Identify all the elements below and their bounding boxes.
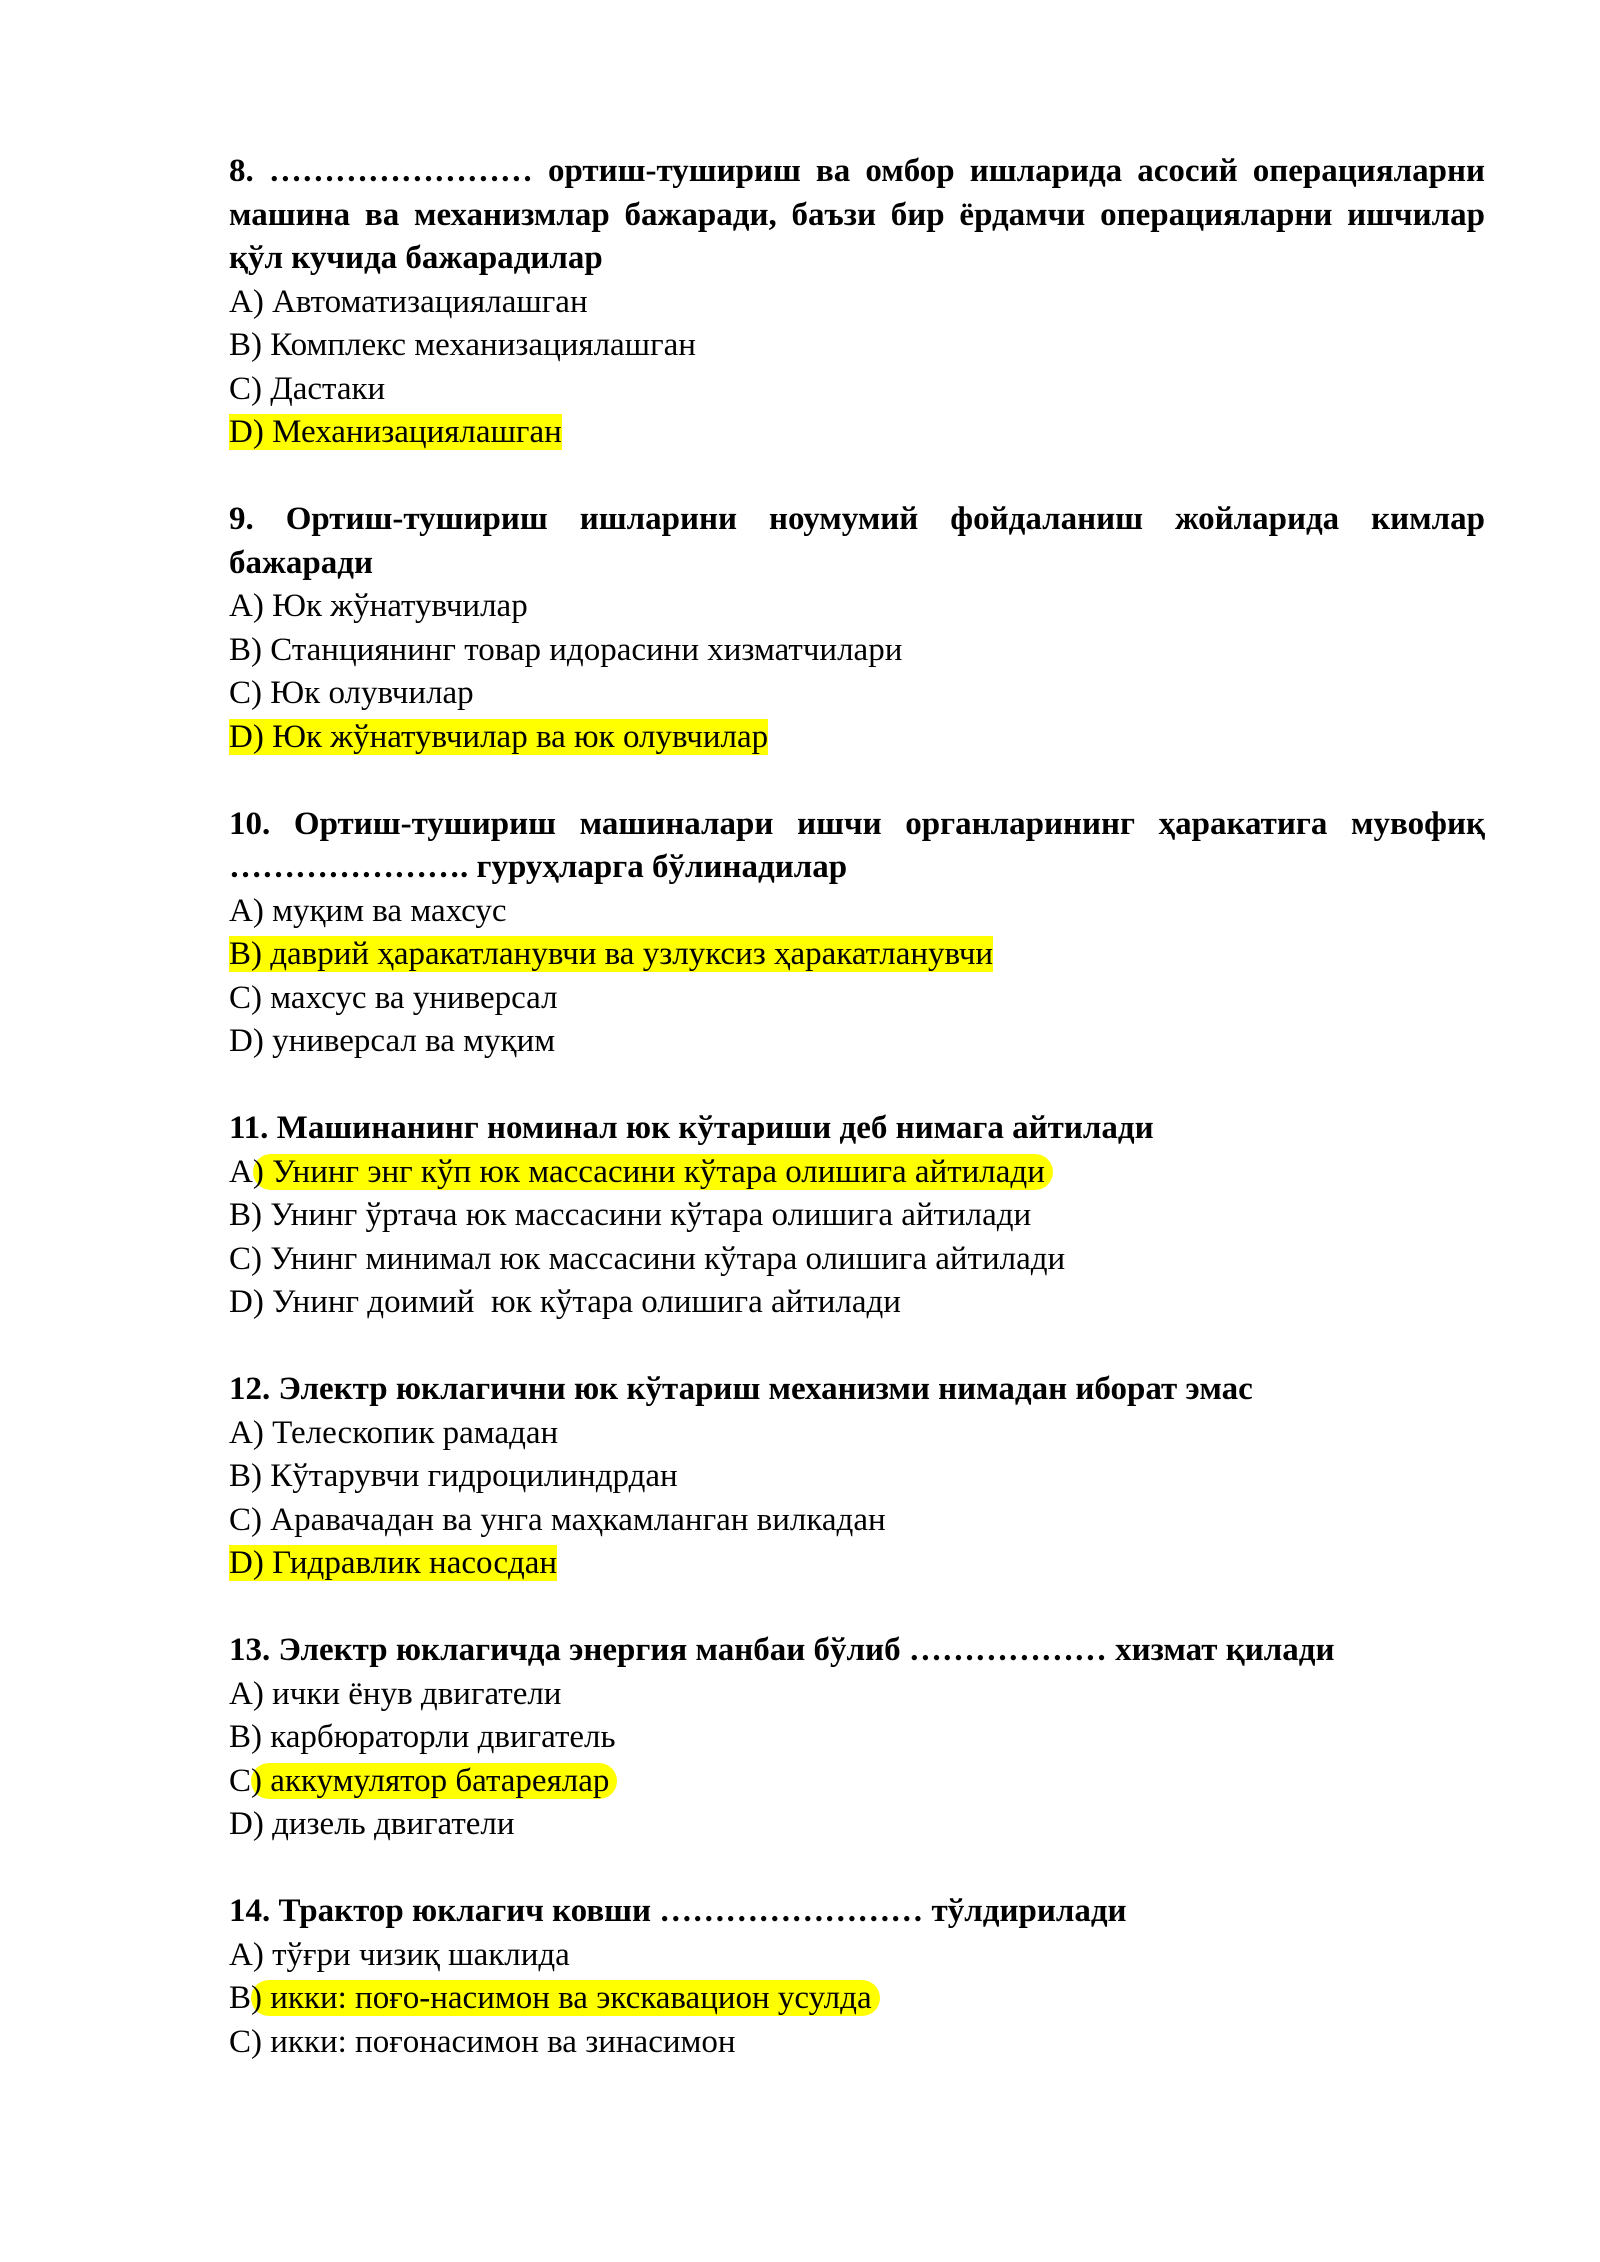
option-c: C) Юк олувчилар — [229, 675, 474, 711]
question-text: 9. Ортиш-тушириш ишларини ноумумий фойдаланиш жойларида кимлар бажаради — [229, 501, 1485, 581]
option-d: D) универсал ва муқим — [229, 1023, 556, 1059]
option-d: D) дизель двигатели — [229, 1806, 515, 1842]
option-c: C) махсус ва универсал — [229, 979, 558, 1016]
question-text: 14. Трактор юклагич ковши …………………… тўлдирилади — [229, 1893, 1127, 1929]
question-14 — [229, 1890, 1485, 2064]
answer-highlight: D) Юк жўнатувчилар ва юк олувчилар — [229, 718, 769, 755]
answer-highlight: D) Механизациялашган — [229, 414, 562, 450]
question-10 — [229, 803, 1485, 1064]
answer-highlight: ) Унинг энг кўп юк массасини кўтара олишига айтилади — [253, 1154, 1053, 1190]
option-b: B) Унинг ўртача юк массасини кўтара олишига айтилади — [229, 1197, 1032, 1233]
option-a: A) Телескопик рамадан — [229, 1414, 559, 1451]
option-d-correct — [229, 716, 1485, 760]
question-text: 8. …………………… ортиш-тушириш ва омбор ишларида асосий операцияларни машина ва механизмлар бажаради, баъзи бир ёрдамчи операцияларни ишчилар қўл кучида бажарадилар — [229, 153, 1485, 276]
option-c: C) Аравачадан ва унга маҳкамланган вилкадан — [229, 1501, 886, 1538]
option-b-correct — [229, 933, 1485, 977]
option-a: A) муқим ва махсус — [229, 892, 507, 929]
question-13 — [229, 1629, 1485, 1847]
option-a: A) Автоматизациялашган — [229, 283, 588, 320]
question-text: 11. Машинанинг номинал юк кўтариши деб нимага айтилади — [229, 1110, 1154, 1146]
option-b: B) Кўтарувчи гидроцилиндрдан — [229, 1458, 678, 1494]
option-c: C) икки: поғонасимон ва зинасимон — [229, 2023, 736, 2060]
option-c: C) Унинг минимал юк массасини кўтара олишига айтилади — [229, 1240, 1066, 1277]
answer-highlight: ) аккумулятор батареялар — [251, 1763, 617, 1799]
question-text: 13. Электр юклагичда энергия манбаи бўлиб ……………… хизмат қилади — [229, 1632, 1335, 1668]
option-a-correct: A) Унинг энг кўп юк массасини кўтара олишига айтилади — [229, 1151, 1485, 1195]
option-c: C) Дастаки — [229, 370, 386, 407]
option-a: A) Юк жўнатувчилар — [229, 588, 528, 624]
option-c-correct: C) аккумулятор батареялар — [229, 1760, 1485, 1804]
option-a: A) тўғри чизиқ шаклида — [229, 1936, 570, 1973]
answer-highlight: ) икки: поғо-насимон ва экскавацион усулда — [251, 1980, 880, 2016]
option-d: D) Унинг доимий юк кўтара олишига айтилади — [229, 1284, 901, 1320]
answer-highlight: D) Гидравлик насосдан — [229, 1545, 558, 1581]
option-d-correct — [229, 1542, 1485, 1586]
option-b: B) карбюраторли двигатель — [229, 1719, 616, 1755]
option-b-correct: B) икки: поғо-насимон ва экскавацион усулда — [229, 1977, 1485, 2021]
option-a: A) ички ёнув двигатели — [229, 1675, 562, 1712]
answer-highlight: B) даврий ҳаракатланувчи ва узлуксиз ҳаракатланувчи — [229, 936, 994, 972]
question-text: 10. Ортиш-тушириш машиналари ишчи органларининг ҳаракатига мувофиқ …………………. гуруҳларга бўлинадилар — [229, 805, 1485, 885]
question-9 — [229, 498, 1485, 759]
document-page — [229, 150, 1485, 2108]
question-8 — [229, 150, 1485, 455]
question-11 — [229, 1107, 1485, 1325]
question-12 — [229, 1368, 1485, 1586]
option-b: B) Комплекс механизациялашган — [229, 327, 696, 363]
option-b: B) Станциянинг товар идорасини хизматчилари — [229, 631, 903, 668]
option-d-correct — [229, 411, 1485, 455]
question-text: 12. Электр юклагични юк кўтариш механизми нимадан иборат эмас — [229, 1371, 1253, 1407]
